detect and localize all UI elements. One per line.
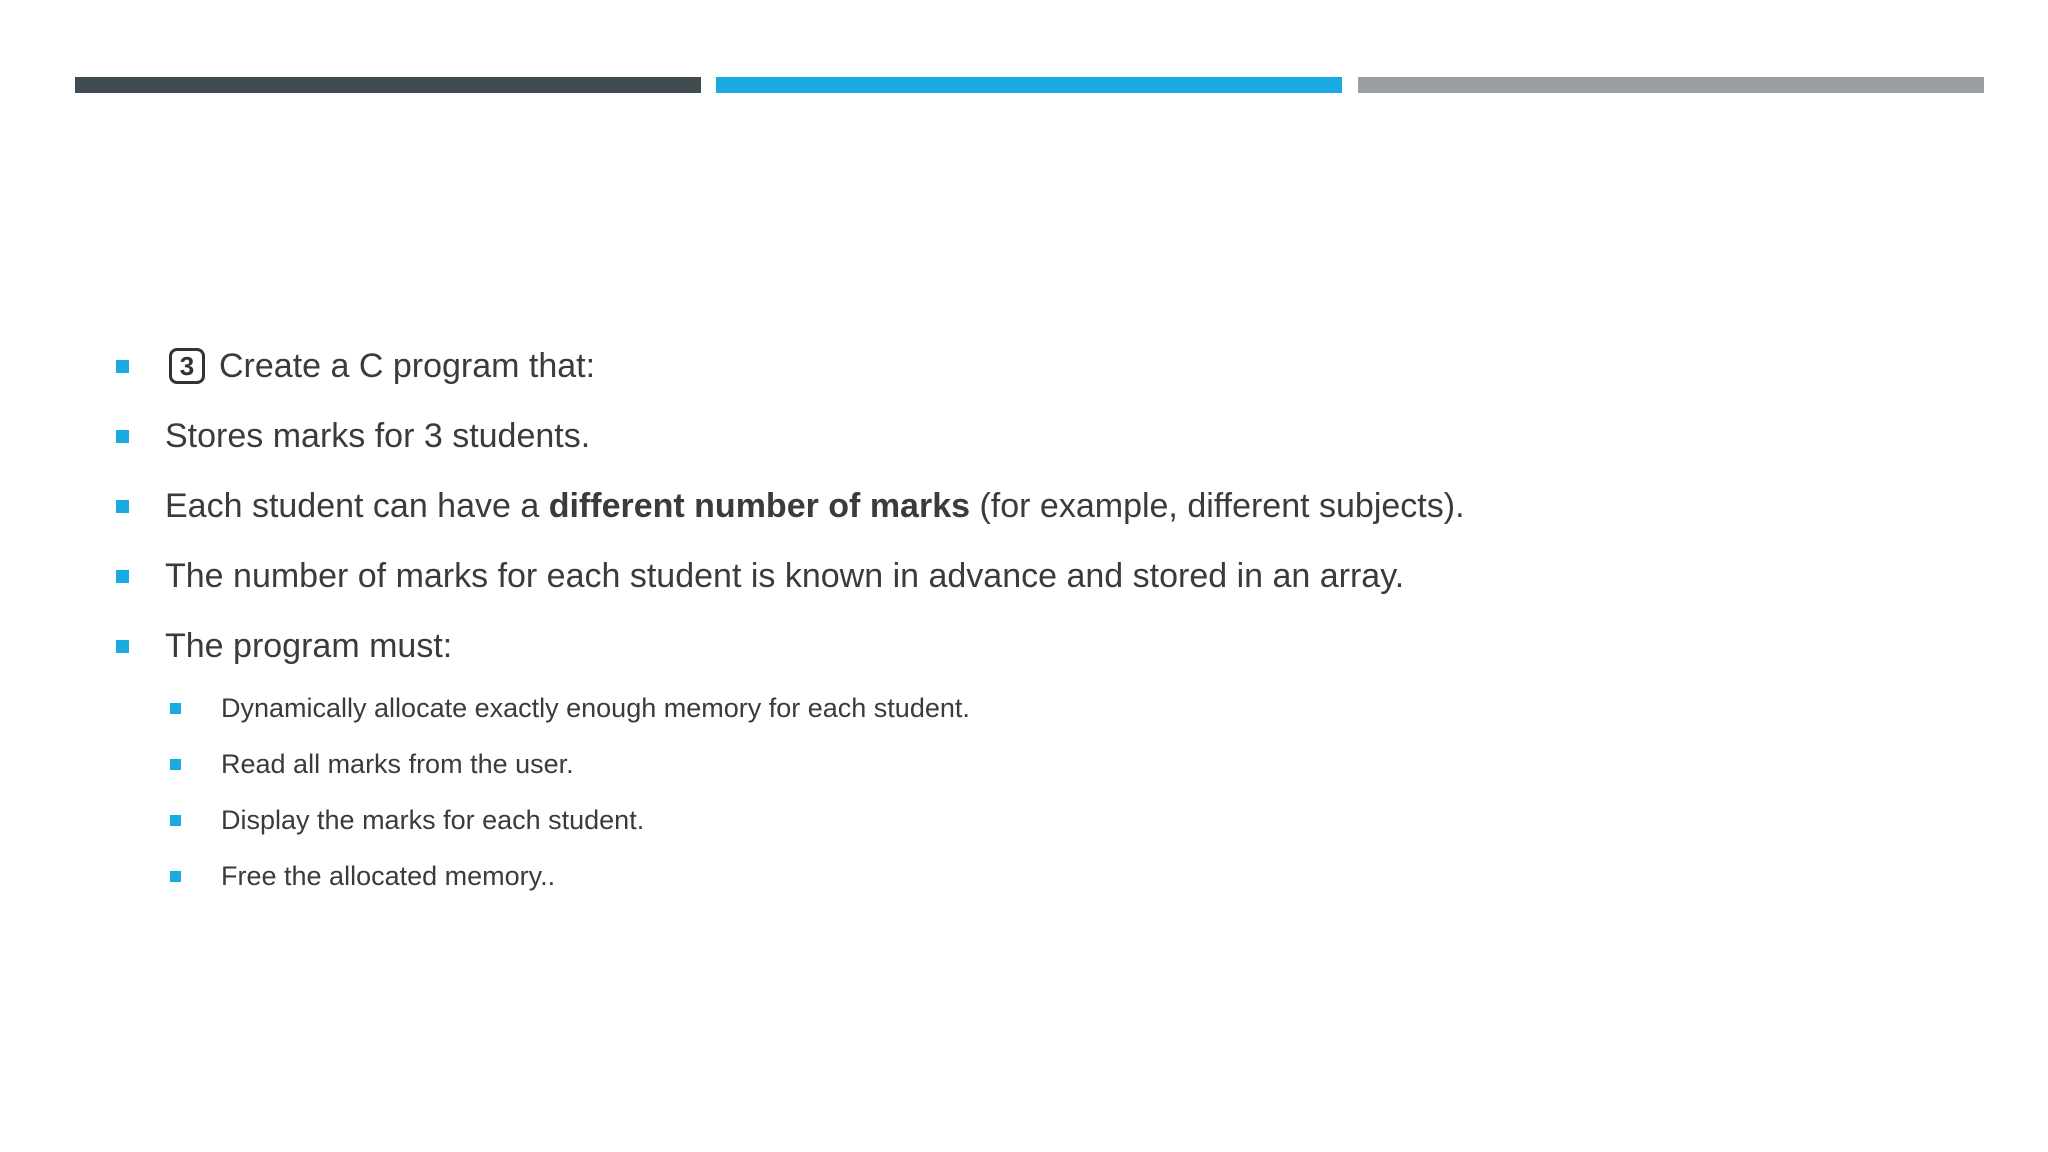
sub-bullet-item-2 — [170, 744, 574, 784]
bullet-square-icon — [116, 360, 129, 373]
sub-bullet-item-4 — [170, 856, 555, 896]
sub-bullet-square-icon — [170, 815, 181, 826]
sub-bullet-square-icon — [170, 871, 181, 882]
bullet-text — [165, 487, 1465, 526]
bullet-item-2 — [116, 412, 590, 460]
bullet-text: The program must: — [165, 626, 453, 665]
keycap-three-icon: 3 — [169, 348, 205, 384]
sub-bullet-item-1 — [170, 688, 970, 728]
bullet-square-icon — [116, 570, 129, 583]
bullet-item-5 — [116, 622, 452, 670]
sub-bullet-square-icon — [170, 759, 181, 770]
bullet-text: Create a C program that: — [219, 346, 596, 385]
bullet-text-post: (for example, different subjects). — [970, 486, 1465, 525]
sub-bullet-text: Free the allocated memory.. — [221, 860, 556, 891]
sub-bullet-text: Dynamically allocate exactly enough memory for each student. — [221, 692, 970, 723]
bullet-square-icon — [116, 430, 129, 443]
bullet-square-icon — [116, 500, 129, 513]
sub-bullet-text: Display the marks for each student. — [221, 804, 645, 835]
sub-bullet-square-icon — [170, 703, 181, 714]
bullet-text: The number of marks for each student is known in advance and stored in an array. — [165, 556, 1405, 595]
bullet-square-icon — [116, 640, 129, 653]
bullet-text-bold: different number of marks — [548, 486, 971, 525]
bullet-text: Stores marks for 3 students. — [165, 416, 591, 455]
bullet-item-4 — [116, 552, 1404, 600]
bullet-text-pre: Each student can have a — [165, 486, 549, 525]
bullet-item-1 — [116, 342, 595, 390]
sub-bullet-item-3 — [170, 800, 644, 840]
sub-bullet-text: Read all marks from the user. — [221, 748, 574, 779]
bullet-item-3 — [116, 482, 1465, 530]
